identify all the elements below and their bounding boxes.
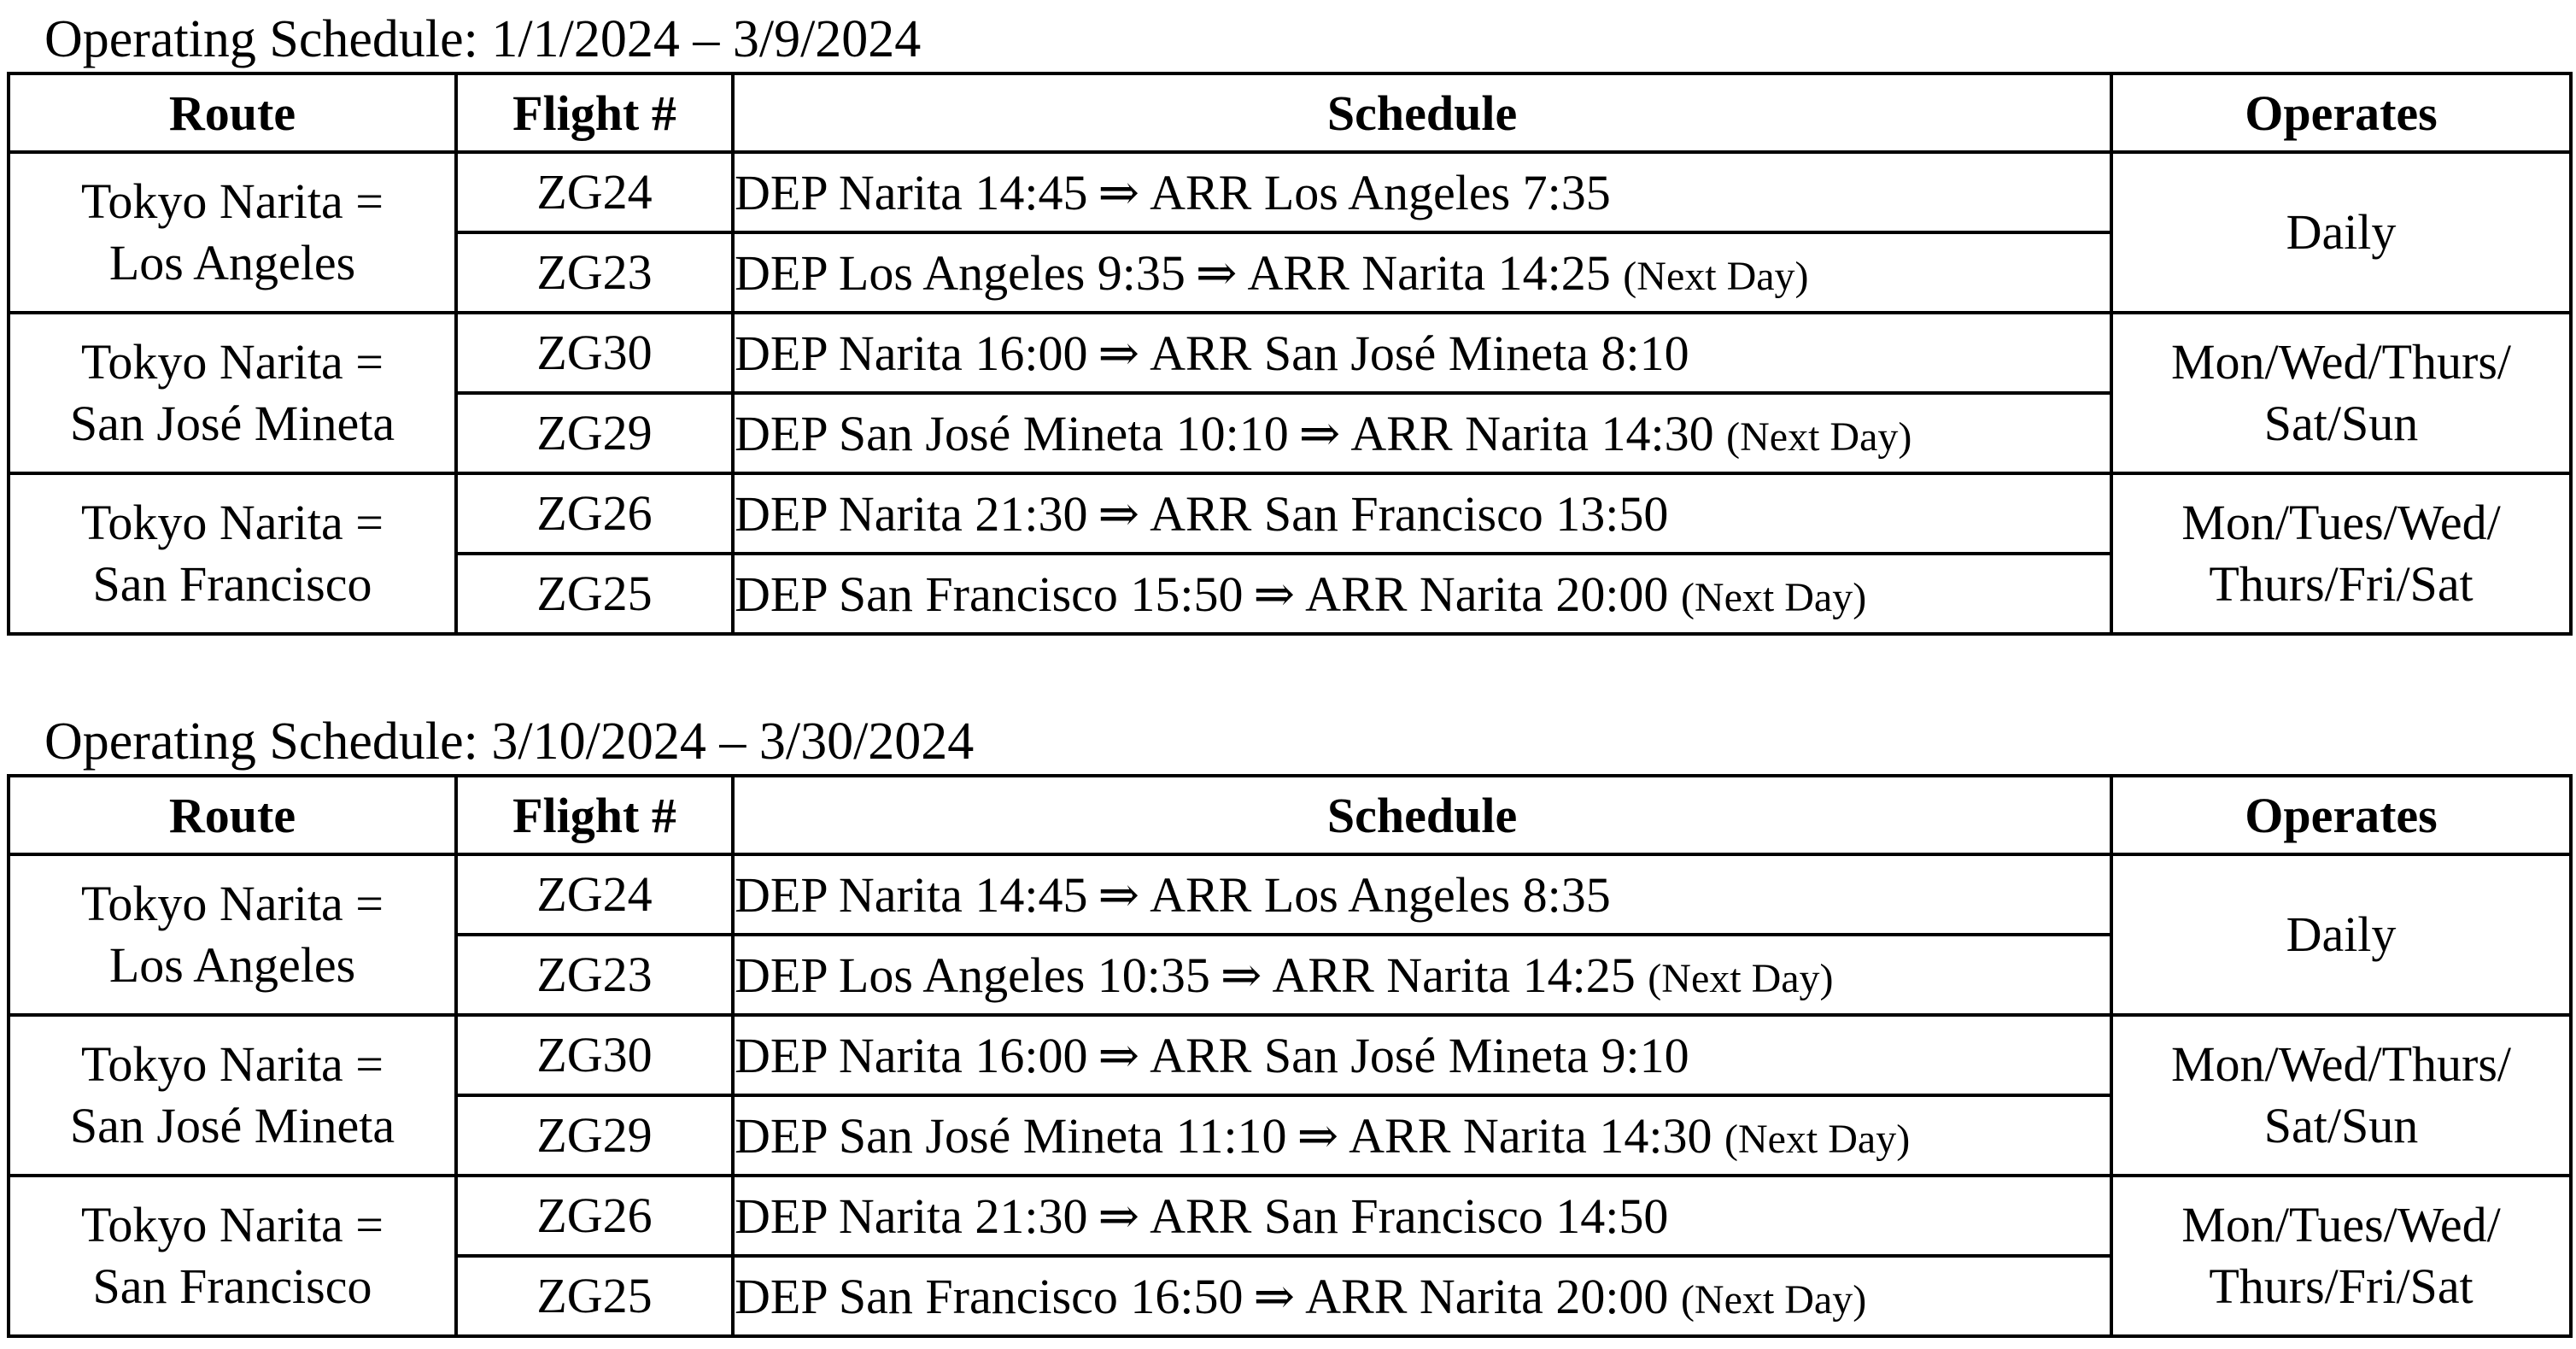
next-day-note: (Next Day) <box>1726 414 1912 460</box>
operates-cell <box>2111 854 2571 1015</box>
table-row <box>9 313 2571 393</box>
route-destination: San Francisco <box>92 556 372 612</box>
schedule-table <box>7 72 2573 636</box>
arrow-icon: ⇒ <box>1098 867 1140 923</box>
arrow-icon: ⇒ <box>1098 1028 1140 1083</box>
operates-days: Daily <box>2286 906 2397 962</box>
route-origin: Tokyo Narita = <box>80 173 383 229</box>
route-origin: Tokyo Narita = <box>80 1036 383 1092</box>
next-day-note: (Next Day) <box>1680 575 1867 620</box>
arrow-icon: ⇒ <box>1195 245 1238 301</box>
departure-text: DEP San Francisco 16:50 <box>735 1269 1244 1324</box>
route-cell <box>9 854 456 1015</box>
route-header: Route <box>9 73 456 152</box>
arrow-icon: ⇒ <box>1098 165 1140 220</box>
arrival-text: ARR San Francisco 14:50 <box>1150 1188 1669 1244</box>
flight-number: ZG30 <box>456 1015 733 1095</box>
arrival-text: ARR Narita 14:25 <box>1272 947 1636 1003</box>
schedule-header: Schedule <box>733 73 2111 152</box>
arrival-text: ARR San José Mineta 9:10 <box>1150 1028 1689 1083</box>
schedule-cell <box>733 393 2111 473</box>
operates-days: Sat/Sun <box>2263 1098 2419 1153</box>
schedule-caption: Operating Schedule: 3/10/2024 – 3/30/2024 <box>44 713 975 771</box>
route-cell <box>9 473 456 634</box>
operates-cell <box>2111 313 2571 473</box>
flight-header: Flight # <box>456 73 733 152</box>
departure-text: DEP Narita 16:00 <box>735 326 1088 381</box>
operates-days: Mon/Wed/Thurs/ <box>2170 334 2512 390</box>
table-header-row <box>9 73 2571 152</box>
departure-text: DEP Narita 21:30 <box>735 486 1088 542</box>
route-destination: San José Mineta <box>69 396 395 451</box>
schedule-cell <box>733 1256 2111 1336</box>
flight-number: ZG30 <box>456 313 733 393</box>
arrow-icon: ⇒ <box>1253 1269 1296 1324</box>
schedule-section-2 <box>7 702 2569 1338</box>
departure-text: DEP San José Mineta 11:10 <box>735 1108 1287 1164</box>
departure-text: DEP Narita 14:45 <box>735 165 1088 220</box>
arrow-icon: ⇒ <box>1298 406 1341 461</box>
schedule-cell <box>733 313 2111 393</box>
flight-number: ZG26 <box>456 1176 733 1256</box>
next-day-note: (Next Day) <box>1623 254 1809 299</box>
route-destination: San José Mineta <box>69 1098 395 1153</box>
arrow-icon: ⇒ <box>1098 326 1140 381</box>
arrival-text: ARR Los Angeles 7:35 <box>1150 165 1611 220</box>
route-header: Route <box>9 776 456 854</box>
schedule-cell <box>733 935 2111 1015</box>
arrival-text: ARR Narita 20:00 <box>1305 566 1669 622</box>
arrival-text: ARR Narita 14:30 <box>1350 406 1714 461</box>
operates-header: Operates <box>2111 73 2571 152</box>
schedule-section-1 <box>7 0 2569 636</box>
operates-days: Mon/Tues/Wed/ <box>2181 495 2501 550</box>
operates-days: Daily <box>2286 204 2397 260</box>
route-cell <box>9 152 456 313</box>
route-origin: Tokyo Narita = <box>80 1197 383 1252</box>
arrival-text: ARR Narita 14:25 <box>1247 245 1611 301</box>
operates-cell <box>2111 473 2571 634</box>
operates-cell <box>2111 1176 2571 1336</box>
departure-text: DEP San José Mineta 10:10 <box>735 406 1289 461</box>
route-cell <box>9 1015 456 1176</box>
flight-number: ZG23 <box>456 232 733 313</box>
departure-text: DEP San Francisco 15:50 <box>735 566 1244 622</box>
departure-text: DEP Los Angeles 9:35 <box>735 245 1186 301</box>
schedule-cell <box>733 554 2111 634</box>
table-row <box>9 1015 2571 1095</box>
operates-days: Mon/Tues/Wed/ <box>2181 1197 2501 1252</box>
arrow-icon: ⇒ <box>1253 566 1296 622</box>
next-day-note: (Next Day) <box>1680 1277 1867 1323</box>
flight-number: ZG25 <box>456 1256 733 1336</box>
schedule-cell <box>733 1015 2111 1095</box>
schedule-caption: Operating Schedule: 1/1/2024 – 3/9/2024 <box>44 10 922 68</box>
flight-header: Flight # <box>456 776 733 854</box>
arrival-text: ARR Narita 20:00 <box>1305 1269 1669 1324</box>
table-header-row <box>9 776 2571 854</box>
route-origin: Tokyo Narita = <box>80 334 383 390</box>
table-row <box>9 473 2571 554</box>
arrival-text: ARR Narita 14:30 <box>1349 1108 1712 1164</box>
route-destination: San Francisco <box>92 1258 372 1314</box>
operates-header: Operates <box>2111 776 2571 854</box>
arrival-text: ARR San José Mineta 8:10 <box>1150 326 1689 381</box>
schedule-cell <box>733 854 2111 935</box>
operates-cell <box>2111 1015 2571 1176</box>
operates-days: Sat/Sun <box>2263 396 2419 451</box>
table-row <box>9 1176 2571 1256</box>
route-destination: Los Angeles <box>108 235 356 290</box>
flight-number: ZG29 <box>456 393 733 473</box>
schedule-cell <box>733 152 2111 232</box>
schedule-cell <box>733 232 2111 313</box>
next-day-note: (Next Day) <box>1648 956 1834 1001</box>
route-cell <box>9 313 456 473</box>
operates-cell <box>2111 152 2571 313</box>
schedule-cell <box>733 1176 2111 1256</box>
departure-text: DEP Narita 14:45 <box>735 867 1088 923</box>
arrow-icon: ⇒ <box>1297 1108 1339 1164</box>
arrow-icon: ⇒ <box>1098 486 1140 542</box>
table-row <box>9 854 2571 935</box>
route-cell <box>9 1176 456 1336</box>
arrow-icon: ⇒ <box>1098 1188 1140 1244</box>
route-origin: Tokyo Narita = <box>80 876 383 931</box>
schedule-cell <box>733 1095 2111 1176</box>
departure-text: DEP Narita 16:00 <box>735 1028 1088 1083</box>
flight-number: ZG26 <box>456 473 733 554</box>
flight-number: ZG29 <box>456 1095 733 1176</box>
arrival-text: ARR Los Angeles 8:35 <box>1150 867 1611 923</box>
flight-number: ZG23 <box>456 935 733 1015</box>
route-origin: Tokyo Narita = <box>80 495 383 550</box>
flight-number: ZG25 <box>456 554 733 634</box>
departure-text: DEP Los Angeles 10:35 <box>735 947 1210 1003</box>
schedule-table <box>7 774 2573 1338</box>
route-destination: Los Angeles <box>108 937 356 993</box>
flight-number: ZG24 <box>456 152 733 232</box>
arrival-text: ARR San Francisco 13:50 <box>1150 486 1669 542</box>
operates-days: Thurs/Fri/Sat <box>2209 556 2474 612</box>
schedule-cell <box>733 473 2111 554</box>
operates-days: Mon/Wed/Thurs/ <box>2170 1036 2512 1092</box>
operates-days: Thurs/Fri/Sat <box>2209 1258 2474 1314</box>
flight-number: ZG24 <box>456 854 733 935</box>
table-row <box>9 152 2571 232</box>
departure-text: DEP Narita 21:30 <box>735 1188 1088 1244</box>
schedule-header: Schedule <box>733 776 2111 854</box>
next-day-note: (Next Day) <box>1724 1117 1911 1162</box>
arrow-icon: ⇒ <box>1220 947 1262 1003</box>
